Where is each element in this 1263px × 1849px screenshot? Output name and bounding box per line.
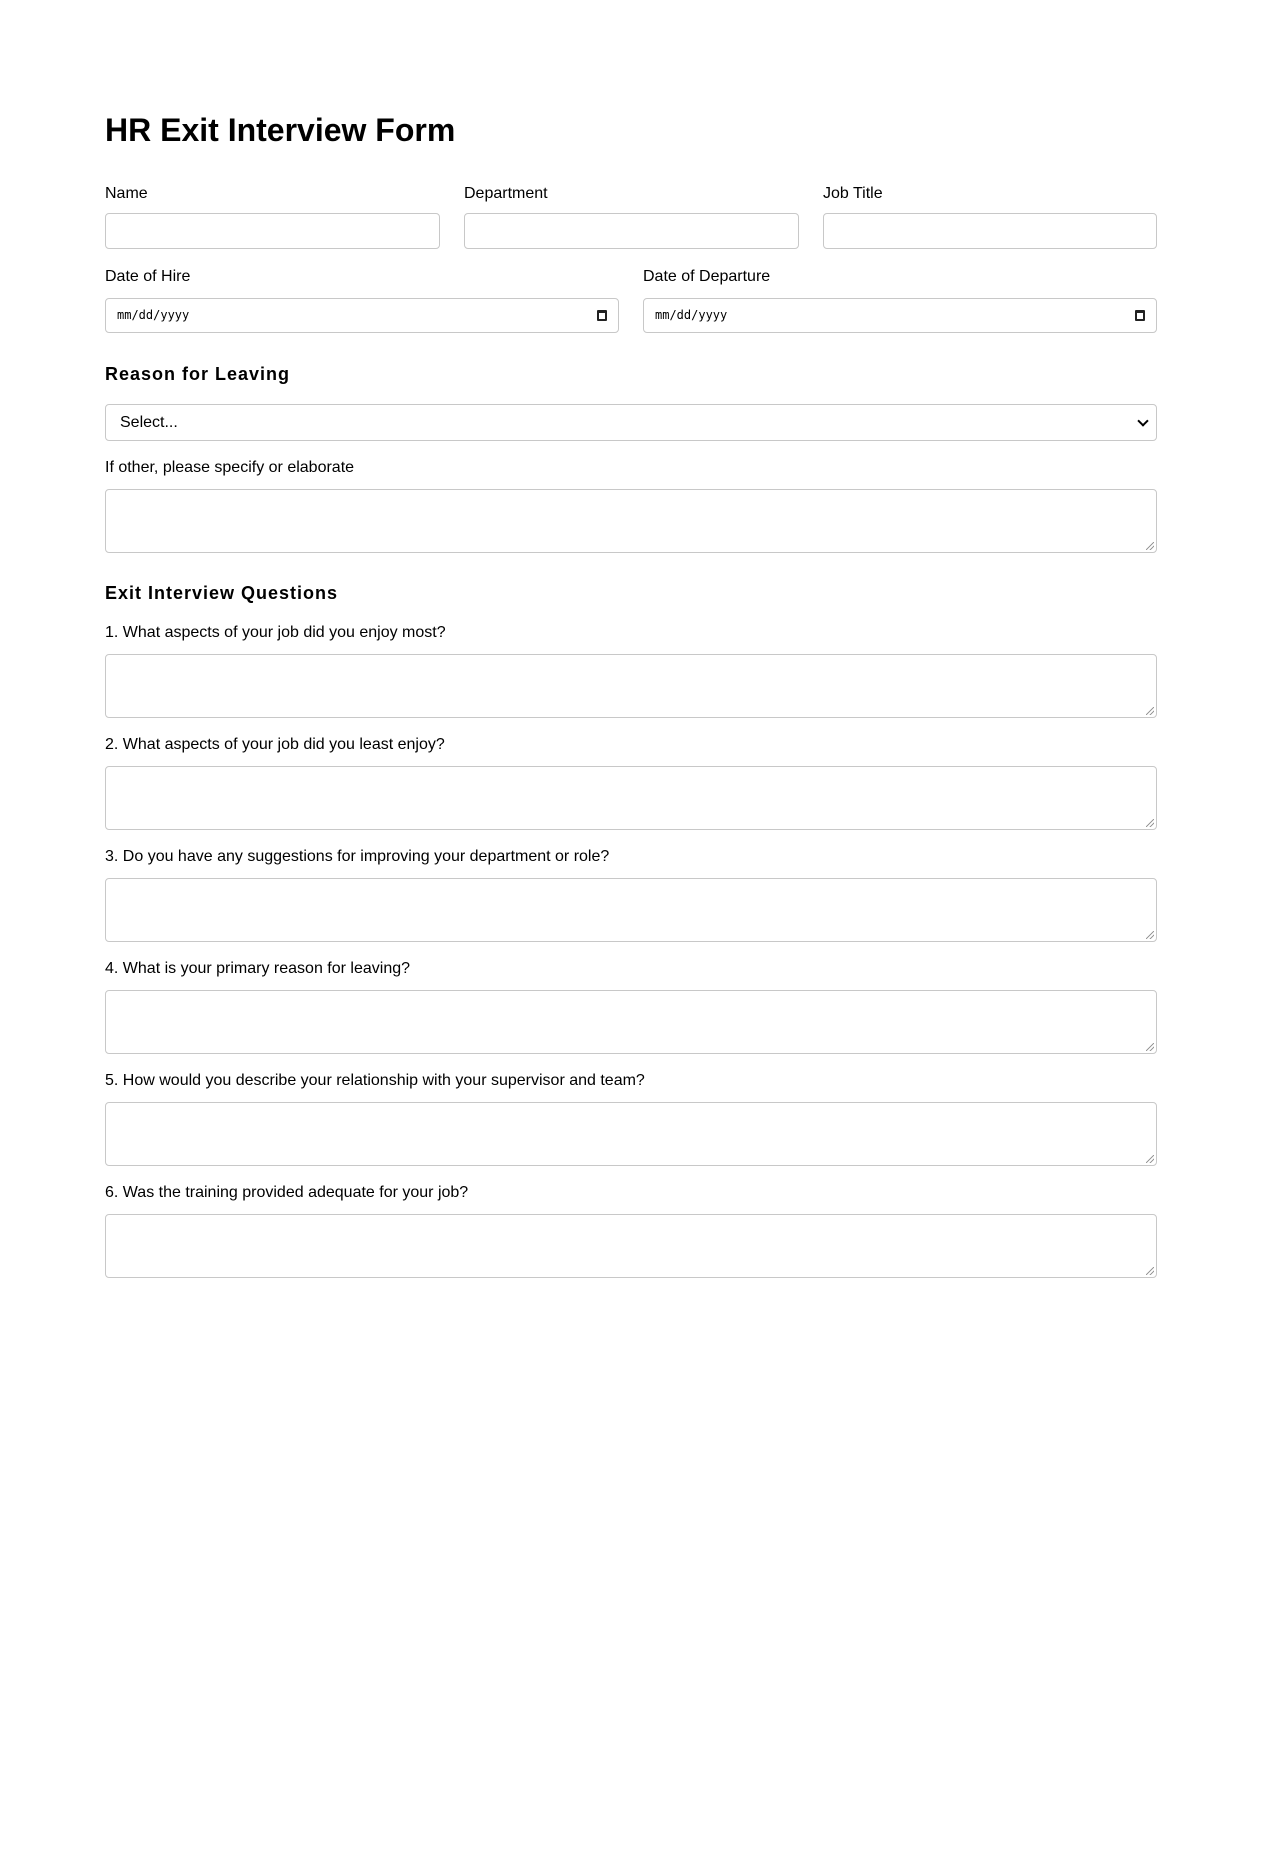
reason-select[interactable]: [105, 404, 1157, 441]
question-label: 5. How would you describe your relationship with your supervisor and team?: [105, 1072, 645, 1089]
date-of-hire-placeholder: mm/dd/yyyy: [117, 308, 190, 322]
reason-other-textarea[interactable]: [105, 489, 1157, 553]
question-label: 4. What is your primary reason for leaving?: [105, 960, 411, 977]
resize-handle-icon[interactable]: [1146, 542, 1154, 550]
department-label: Department: [464, 185, 548, 202]
date-of-departure-placeholder: mm/dd/yyyy: [655, 308, 728, 322]
question-1-textarea[interactable]: [105, 654, 1157, 718]
resize-handle-icon[interactable]: [1146, 1043, 1154, 1051]
date-of-hire-label: Date of Hire: [105, 268, 191, 285]
resize-handle-icon[interactable]: [1146, 707, 1154, 715]
reason-select-value: Select...: [120, 414, 178, 431]
resize-handle-icon[interactable]: [1146, 1267, 1154, 1275]
question-label: 3. Do you have any suggestions for improving your department or role?: [105, 848, 610, 865]
question-label: 6. Was the training provided adequate for your job?: [105, 1184, 469, 1201]
questions-heading: Exit Interview Questions: [105, 583, 339, 603]
reason-other-label: If other, please specify or elaborate: [105, 459, 355, 476]
job-title-input[interactable]: [823, 213, 1157, 249]
question-label: 1. What aspects of your job did you enjoy most?: [105, 624, 446, 641]
date-of-hire-input[interactable]: [105, 298, 619, 333]
date-of-departure-label: Date of Departure: [643, 268, 771, 285]
question-2-textarea[interactable]: [105, 766, 1157, 830]
department-input[interactable]: [464, 213, 799, 249]
page-title: HR Exit Interview Form: [105, 112, 456, 148]
reason-heading: Reason for Leaving: [105, 364, 291, 384]
job-title-label: Job Title: [823, 185, 883, 202]
resize-handle-icon[interactable]: [1146, 819, 1154, 827]
name-label: Name: [105, 185, 148, 202]
question-3-textarea[interactable]: [105, 878, 1157, 942]
question-6-textarea[interactable]: [105, 1214, 1157, 1278]
resize-handle-icon[interactable]: [1146, 931, 1154, 939]
question-label: 2. What aspects of your job did you least enjoy?: [105, 736, 445, 753]
calendar-icon[interactable]: [597, 310, 607, 321]
chevron-down-icon: [1137, 415, 1148, 426]
resize-handle-icon[interactable]: [1146, 1155, 1154, 1163]
question-5-textarea[interactable]: [105, 1102, 1157, 1166]
date-of-departure-input[interactable]: [643, 298, 1157, 333]
name-input[interactable]: [105, 213, 440, 249]
calendar-icon[interactable]: [1135, 310, 1145, 321]
question-4-textarea[interactable]: [105, 990, 1157, 1054]
